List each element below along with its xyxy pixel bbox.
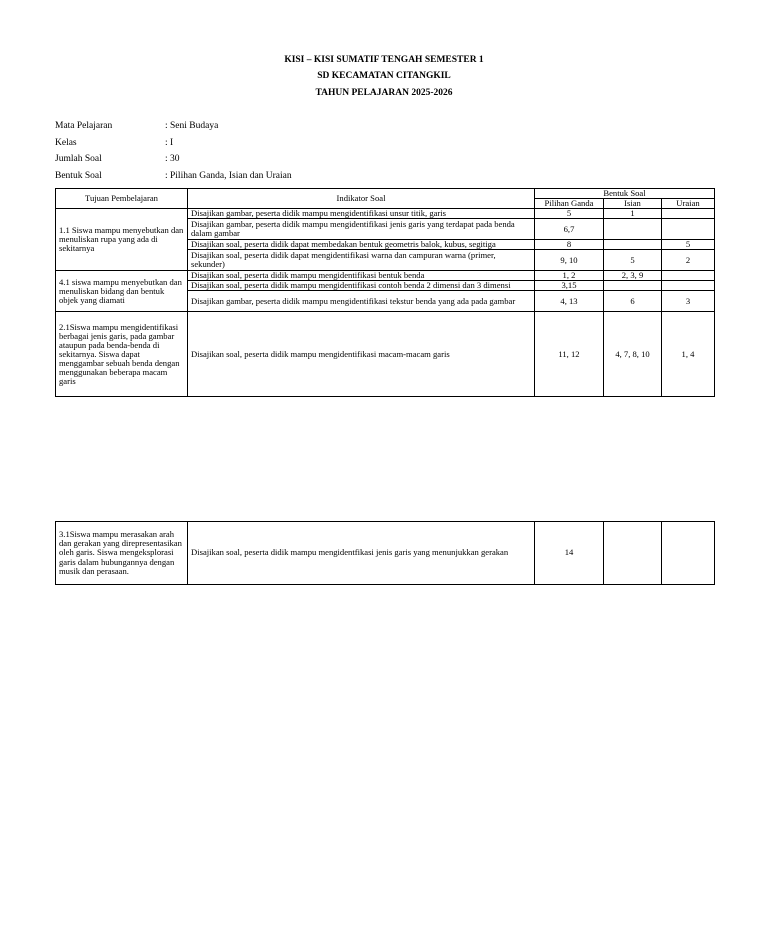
header-isian: Isian — [604, 199, 662, 209]
uraian-cell — [662, 522, 715, 585]
title-line-2: SD KECAMATAN CITANGKIL — [317, 71, 451, 81]
indikator-cell: Disajikan soal, peserta didik mampu mengidentfikasi jenis garis yang menunjukkan gerakan — [188, 522, 535, 585]
meta-value-class: : I — [165, 138, 174, 148]
title-line-3: TAHUN PELAJARAN 2025-2026 — [315, 88, 453, 98]
uraian-cell: 3 — [662, 291, 715, 312]
meta-value-form: : Pilihan Ganda, Isian dan Uraian — [165, 171, 292, 181]
isian-cell — [604, 219, 662, 240]
pg-cell: 3,15 — [535, 281, 604, 291]
uraian-cell: 1, 4 — [662, 312, 715, 397]
table-row — [56, 522, 715, 585]
table-header-row — [56, 189, 715, 199]
uraian-cell: 2 — [662, 250, 715, 271]
isian-cell: 4, 7, 8, 10 — [604, 312, 662, 397]
kisi-table — [55, 188, 715, 397]
header-pilihan-ganda: Pilihan Ganda — [535, 199, 604, 209]
indikator-cell: Disajikan soal, peserta didik mampu mengidentifikasi bentuk benda — [188, 271, 535, 281]
title-line-1: KISI – KISI SUMATIF TENGAH SEMESTER 1 — [284, 55, 484, 65]
uraian-cell — [662, 219, 715, 240]
tujuan-cell: 1.1 Siswa mampu menyebutkan dan menuliskan rupa yang ada di sekitarnya — [56, 209, 188, 271]
header-indikator: Indikator Soal — [188, 189, 535, 209]
indikator-cell: Disajikan soal, peserta didik mampu mengidentifikasi macam-macam garis — [188, 312, 535, 397]
indikator-cell: Disajikan gambar, peserta didik mampu mengidentifikasi tekstur benda yang ada pada gambar — [188, 291, 535, 312]
meta-value-subject: : Seni Budaya — [165, 121, 219, 131]
indikator-cell: Disajikan gambar, peserta didik mampu mengidentifikasi jenis garis yang terdapat pada benda dalam gambar — [188, 219, 535, 240]
meta-label-form: Bentuk Soal — [55, 171, 102, 181]
pg-cell: 5 — [535, 209, 604, 219]
uraian-cell — [662, 209, 715, 219]
meta-value-count: : 30 — [165, 154, 180, 164]
uraian-cell: 5 — [662, 240, 715, 250]
tujuan-cell: 2.1Siswa mampu mengidentifikasi berbagai jenis garis, pada gambar ataupun pada benda-benda di sekitarnya. Siswa dapat menggambar sebuah benda dengan menggunakan beberapa macam garis — [56, 312, 188, 397]
kisi-table-continuation — [55, 521, 715, 585]
isian-cell — [604, 240, 662, 250]
pg-cell: 4, 13 — [535, 291, 604, 312]
indikator-cell: Disajikan soal, peserta didik dapat mengidentifikasi warna dan campuran warna (primer, sekunder) — [188, 250, 535, 271]
indikator-cell: Disajikan soal, peserta didik dapat membedakan bentuk geometris balok, kubus, segitiga — [188, 240, 535, 250]
isian-cell — [604, 522, 662, 585]
table-row — [56, 271, 715, 281]
meta-label-subject: Mata Pelajaran — [55, 121, 113, 131]
tujuan-cell: 3.1Siswa mampu merasakan arah dan gerakan yang direpresentasikan oleh garis. Siswa mengeksplorasi garis dalam hubungannya dengan musik dan perasaan. — [56, 522, 188, 585]
table-row — [56, 209, 715, 219]
header-tujuan: Tujuan Pembelajaran — [56, 189, 188, 209]
isian-cell: 6 — [604, 291, 662, 312]
table-row — [56, 312, 715, 397]
isian-cell: 5 — [604, 250, 662, 271]
pg-cell: 6,7 — [535, 219, 604, 240]
isian-cell: 1 — [604, 209, 662, 219]
meta-label-count: Jumlah Soal — [55, 154, 102, 164]
indikator-cell: Disajikan gambar, peserta didik mampu mengidentifikasi unsur titik, garis — [188, 209, 535, 219]
tujuan-cell: 4.1 siswa mampu menyebutkan dan menuliskan bidang dan bentuk objek yang diamati — [56, 271, 188, 312]
meta-label-class: Kelas — [55, 138, 77, 148]
pg-cell: 1, 2 — [535, 271, 604, 281]
indikator-cell: Disajikan soal, peserta didik mampu mengidentifikasi contoh benda 2 dimensi dan 3 dimensi — [188, 281, 535, 291]
uraian-cell — [662, 271, 715, 281]
header-bentuk-soal: Bentuk Soal — [535, 189, 715, 199]
pg-cell: 8 — [535, 240, 604, 250]
isian-cell: 2, 3, 9 — [604, 271, 662, 281]
pg-cell: 9, 10 — [535, 250, 604, 271]
uraian-cell — [662, 281, 715, 291]
pg-cell: 11, 12 — [535, 312, 604, 397]
isian-cell — [604, 281, 662, 291]
pg-cell: 14 — [535, 522, 604, 585]
header-uraian: Uraian — [662, 199, 715, 209]
